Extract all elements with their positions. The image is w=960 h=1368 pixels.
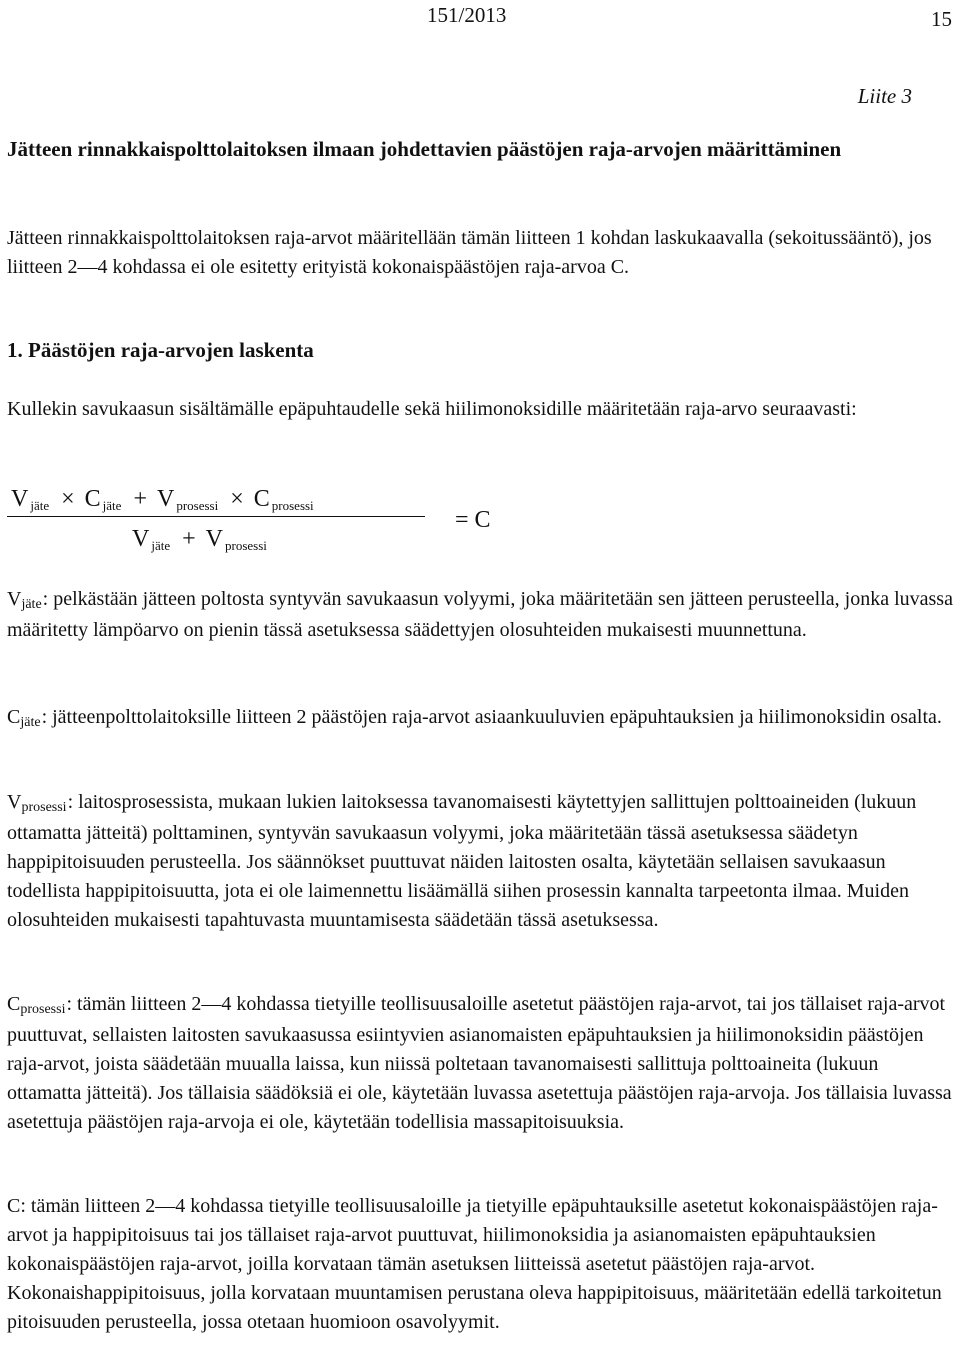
formula-numerator: V $_{jäte}$ × C $_{jäte}$ + V $_{prosessi}$ × C $_{prosessi}$ (11, 486, 314, 513)
issue-number: 151/2013 (427, 3, 507, 27)
annex-label: Liite 3 (857, 84, 912, 108)
definition-v-jate: $V_{jäte}$: pelkästään jätteen poltosta syntyvän savukaasun volyymi, joka määritetään sen jätteen perusteella, jonka luvassa määritetty lämpöarvo on pienin tässä asetuksessa säädettyjen olosuhteiden mukaisesti muunnettuna. (7, 588, 953, 641)
formula-result: = C (455, 507, 491, 533)
mixing-rule-formula (7, 478, 527, 568)
intro-paragraph: Jätteen rinnakkaispolttolaitoksen raja-arvot määritellään tämän liitteen 1 kohdan laskukaavalla (sekoitussääntö), jos liitteen 2—4 kohdassa ei ole esitetty erityistä kokonaispäästöjen raja-arvoa C. (7, 227, 932, 278)
definition-c-jate: $C_{jäte}$: jätteenpolttolaitoksille liitteen 2 päästöjen raja-arvot asiaankuuluvien epäpuhtauksien ja hiilimonoksidin osalta. (7, 706, 942, 730)
formula-denominator: V $_{jäte}$ + V $_{prosessi}$ (132, 526, 267, 553)
fraction-bar (7, 516, 425, 517)
section-paragraph: Kullekin savukaasun sisältämälle epäpuhtaudelle sekä hiilimonoksidille määritetään raja-arvo seuraavasti: (7, 398, 857, 420)
definition-c-prosessi: $C_{prosessi}$: tämän liitteen 2—4 kohdassa tietyille teollisuusaloille asetetut päästöjen raja-arvot, tai jos tällaiset raja-arvot puuttuvat, sellaisten laitosten savukaasussa esiintyvien asianomaisten epäpuhtauksien ja hiilimonoksidin päästöjen raja-arvot, joista säädetään muualla laissa, kun niissä poltetaan tavanomaisesti sallittuja polttoaineita (lukuun ottamatta jätteitä). Jos tällaisia säädöksiä ei ole, käytetään luvassa asetettuja päästöjen raja-arvoja. Jos tällaisia luvassa asetettuja päästöjen raja-arvoja ei ole, käytetään todellisia massapitoisuuksia. (7, 993, 952, 1133)
definition-c-total: C: tämän liitteen 2—4 kohdassa tietyille teollisuusaloille ja tietyille epäpuhtauksille asetetut kokonaispäästöjen raja-arvot ja happipitoisuus tai jos tällaiset raja-arvot puuttuvat, hiilimonoksidia ja asianomaisten epäpuhtauksien kokonaispäästöjen raja-arvot, joilla korvataan tämän asetuksen liitteissä asetetut päästöjen raja-arvot. Kokonaishappipitoisuus, jolla korvataan muuntamisen perustana oleva happipitoisuus, määritetään edellä tarkoitetun pitoisuuden perusteella, jossa otetaan huomioon osavolyymit. (7, 1195, 942, 1333)
definition-v-prosessi: $V_{prosessi}$: laitosprosessista, mukaan lukien laitoksessa tavanomaisesti käytettyjen sallittujen polttoaineiden (lukuun ottamatta jätteitä) polttaminen, syntyvän savukaasun volyymi, joka määritetään tässä asetuksessa säädetyn happipitoisuuden perusteella. Jos säännökset puuttuvat näiden laitosten osalta, käytetään sellaisen savukaasun todellista happipitoisuutta, jota ei ole laimennettu lisäämällä siihen prosessin kannalta tarpeetonta ilmaa. Muiden olosuhteiden mukaisesti tapahtuvasta muuntamisesta säädetään tässä asetuksessa. (7, 791, 917, 931)
document-title: Jätteen rinnakkaispolttolaitoksen ilmaan johdettavien päästöjen raja-arvojen määrittäminen (7, 137, 842, 161)
page-number: 15 (931, 7, 952, 31)
section-heading: 1. Päästöjen raja-arvojen laskenta (7, 338, 314, 362)
